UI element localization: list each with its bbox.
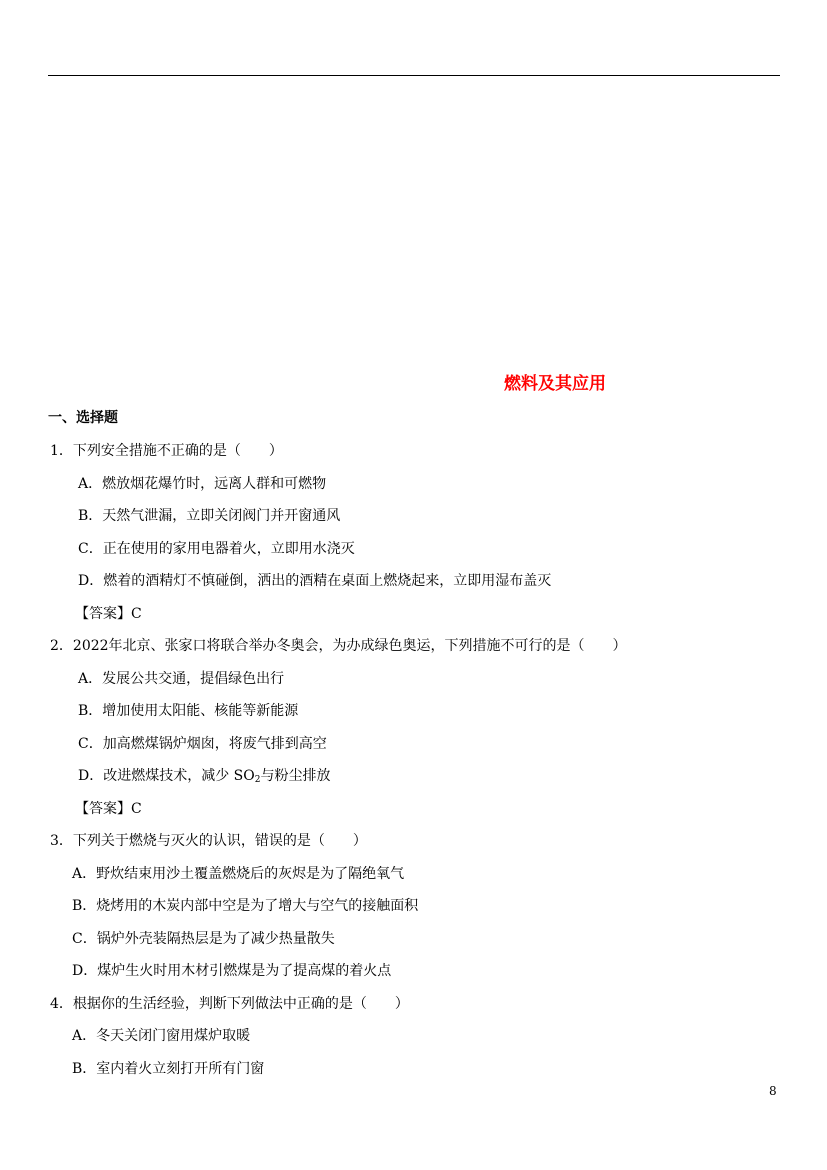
question-2-option-a: A．发展公共交通，提倡绿色出行 — [78, 671, 285, 687]
so2-subscript: 2 — [254, 775, 261, 785]
option-d-text-post: 与粉尘排放 — [260, 768, 331, 784]
question-2-option-c: C．加高燃煤锅炉烟囱，将废气排到高空 — [78, 736, 327, 752]
question-3-stem: 3．下列关于燃烧与灭火的认识，错误的是（ ） — [50, 833, 367, 849]
question-1-option-a: A．燃放烟花爆竹时，远离人群和可燃物 — [78, 476, 327, 492]
question-1-answer: 【答案】C — [75, 606, 142, 622]
question-2-option-d — [78, 767, 330, 785]
question-1-option-c: C．正在使用的家用电器着火，立即用水浇灭 — [78, 541, 355, 557]
question-3-option-c: C．锅炉外壳装隔热层是为了减少热量散失 — [72, 931, 335, 947]
question-4-option-b: B．室内着火立刻打开所有门窗 — [72, 1061, 265, 1077]
question-1-option-d: D．燃着的酒精灯不慎碰倒，洒出的酒精在桌面上燃烧起来，立即用湿布盖灭 — [78, 573, 552, 589]
question-1-stem: 1．下列安全措施不正确的是（ ） — [50, 443, 283, 459]
question-2-option-b: B．增加使用太阳能、核能等新能源 — [78, 703, 299, 719]
question-4-option-a: A．冬天关闭门窗用煤炉取暖 — [72, 1028, 251, 1044]
section-heading: 一、选择题 — [48, 410, 118, 426]
question-2-answer: 【答案】C — [75, 801, 142, 817]
header-rule — [48, 75, 780, 76]
question-1-option-b: B．天然气泄漏，立即关闭阀门并开窗通风 — [78, 508, 341, 524]
question-3-option-b: B．烧烤用的木炭内部中空是为了增大与空气的接触面积 — [72, 898, 419, 914]
question-3-option-a: A．野炊结束用沙土覆盖燃烧后的灰烬是为了隔绝氧气 — [72, 866, 405, 882]
question-3-option-d: D．煤炉生火时用木材引燃煤是为了提高煤的着火点 — [72, 963, 392, 979]
option-d-text-pre: D．改进燃煤技术，减少 SO — [78, 768, 255, 784]
question-2-stem: 2．2022年北京、张家口将联合举办冬奥会，为办成绿色奥运，下列措施不可行的是（ ） — [50, 638, 627, 654]
page-title: 燃料及其应用 — [504, 374, 606, 394]
question-4-stem: 4．根据你的生活经验，判断下列做法中正确的是（ ） — [50, 996, 409, 1012]
page-number: 8 — [769, 1084, 777, 1098]
